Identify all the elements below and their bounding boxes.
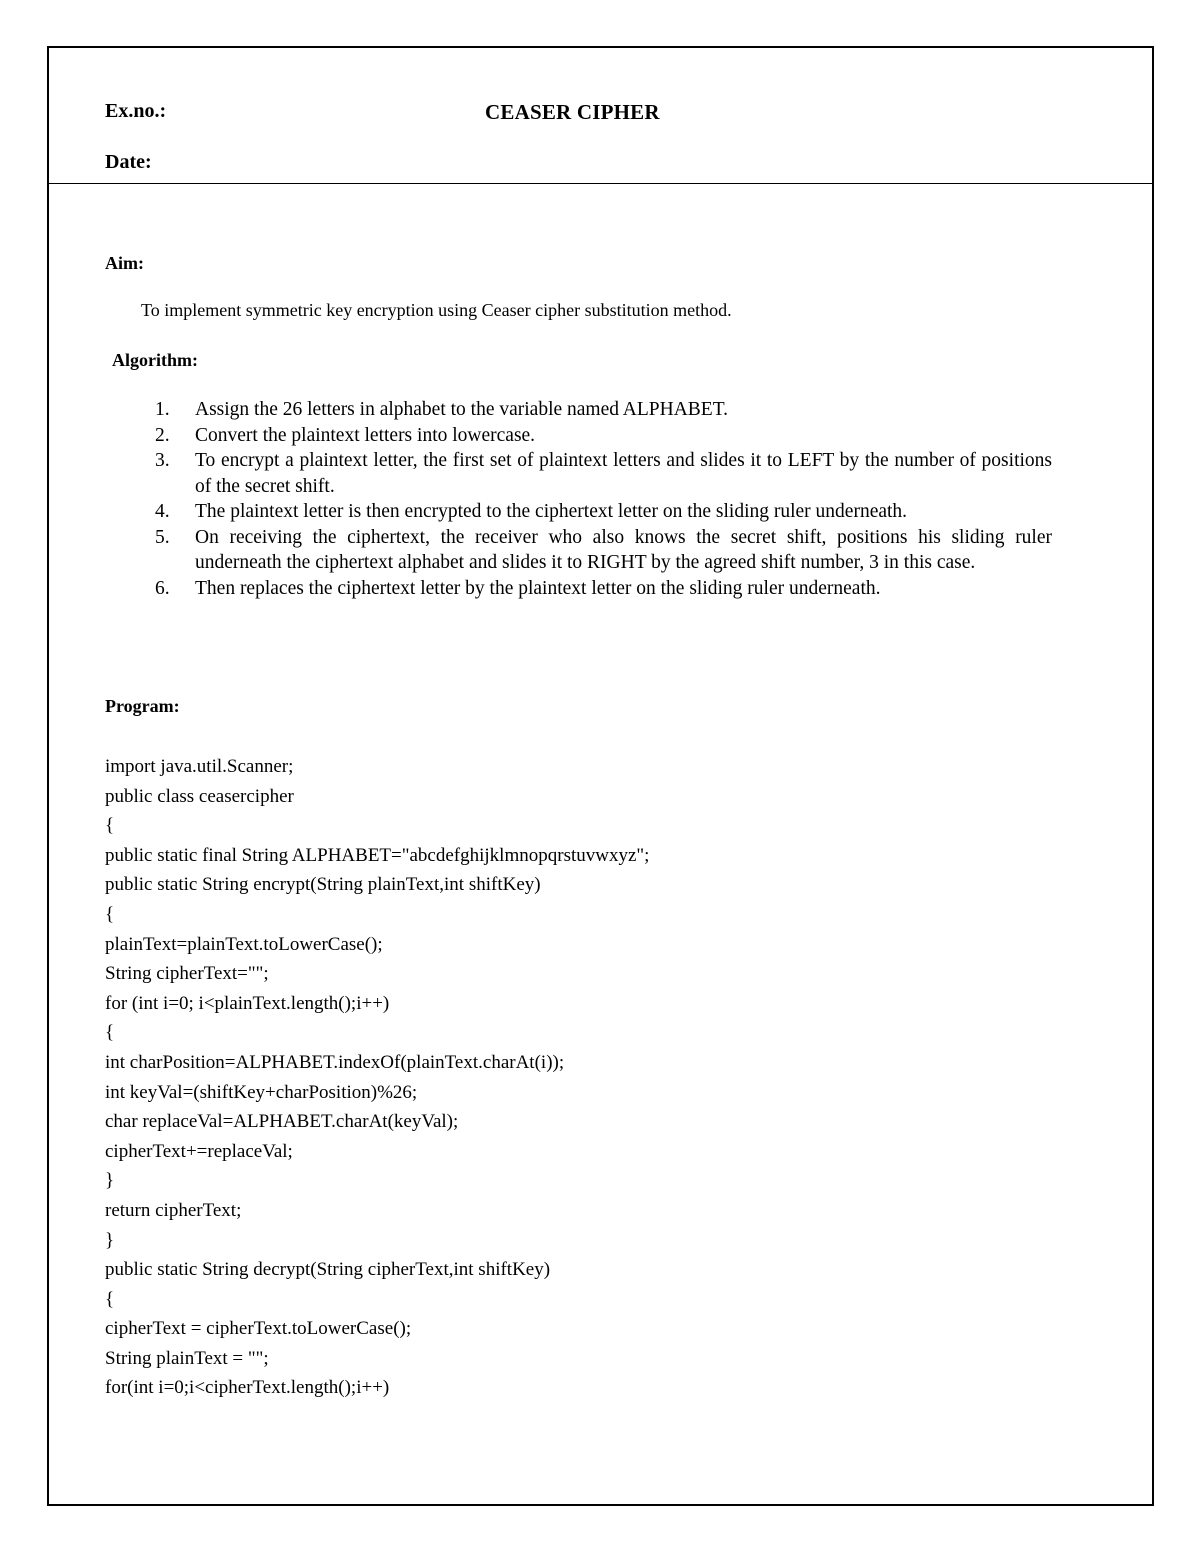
algorithm-step [155, 499, 1052, 525]
program-heading: Program: [105, 696, 180, 716]
code-line: cipherText = cipherText.toLowerCase(); [105, 1318, 412, 1340]
code-line: } [105, 1170, 115, 1192]
step-text: On receiving the ciphertext, the receiver who also knows the secret shift, positions his sliding ruler underneath the ciphertext alphabet and slides it to RIGHT by the agreed shift number, 3 in this case. [195, 526, 1052, 573]
code-line: String plainText = ""; [105, 1347, 269, 1369]
code-line: { [105, 1022, 115, 1044]
code-line: String cipherText=""; [105, 963, 269, 985]
code-line: for (int i=0; i<plainText.length();i++) [105, 992, 390, 1014]
step-text: Convert the plaintext letters into lowercase. [195, 424, 536, 446]
algorithm-step [155, 525, 1052, 576]
algorithm-step [155, 576, 1052, 602]
code-line: int charPosition=ALPHABET.indexOf(plainText.charAt(i)); [105, 1051, 565, 1073]
step-text: Assign the 26 letters in alphabet to the variable named ALPHABET. [195, 399, 729, 420]
code-line: public static String encrypt(String plainText,int shiftKey) [105, 874, 541, 896]
algorithm-list [155, 397, 1052, 601]
code-line: int keyVal=(shiftKey+charPosition)%26; [105, 1081, 418, 1103]
step-number: 5. [155, 526, 170, 548]
code-line: } [105, 1229, 115, 1251]
step-number: 1. [155, 399, 170, 420]
code-line: public class ceasercipher [105, 785, 294, 807]
step-number: 3. [155, 450, 170, 471]
aim-heading: Aim: [105, 253, 144, 273]
header-divider [47, 183, 1154, 184]
code-line: cipherText+=replaceVal; [105, 1140, 293, 1162]
page-title: CEASER CIPHER [485, 100, 660, 124]
code-line: { [105, 903, 115, 925]
program-code [105, 752, 649, 1403]
algorithm-step [155, 397, 1052, 423]
code-line: public static final String ALPHABET="abcdefghijklmnopqrstuvwxyz"; [105, 844, 650, 866]
aim-text: To implement symmetric key encryption using Ceaser cipher substitution method. [141, 300, 732, 320]
step-number: 4. [155, 501, 170, 522]
date-label: Date: [105, 151, 152, 173]
code-line: plainText=plainText.toLowerCase(); [105, 933, 383, 955]
exno-label: Ex.no.: [105, 100, 167, 122]
code-line: { [105, 815, 115, 837]
code-line: { [105, 1288, 115, 1310]
code-line: public static String decrypt(String cipherText,int shiftKey) [105, 1259, 551, 1281]
code-line: import java.util.Scanner; [105, 756, 294, 777]
code-line: char replaceVal=ALPHABET.charAt(keyVal); [105, 1111, 459, 1133]
step-text: Then replaces the ciphertext letter by the plaintext letter on the sliding ruler underneath. [195, 577, 881, 599]
step-text: To encrypt a plaintext letter, the first set of plaintext letters and slides it to LEFT by the number of positions of the secret shift. [195, 450, 1052, 497]
step-number: 2. [155, 424, 170, 446]
algorithm-heading: Algorithm: [112, 350, 198, 370]
algorithm-step [155, 448, 1052, 499]
step-number: 6. [155, 577, 170, 599]
algorithm-step [155, 423, 1052, 449]
step-text: The plaintext letter is then encrypted to the ciphertext letter on the sliding ruler underneath. [195, 501, 908, 522]
code-line: return cipherText; [105, 1199, 242, 1221]
code-line: for(int i=0;i<cipherText.length();i++) [105, 1377, 390, 1399]
